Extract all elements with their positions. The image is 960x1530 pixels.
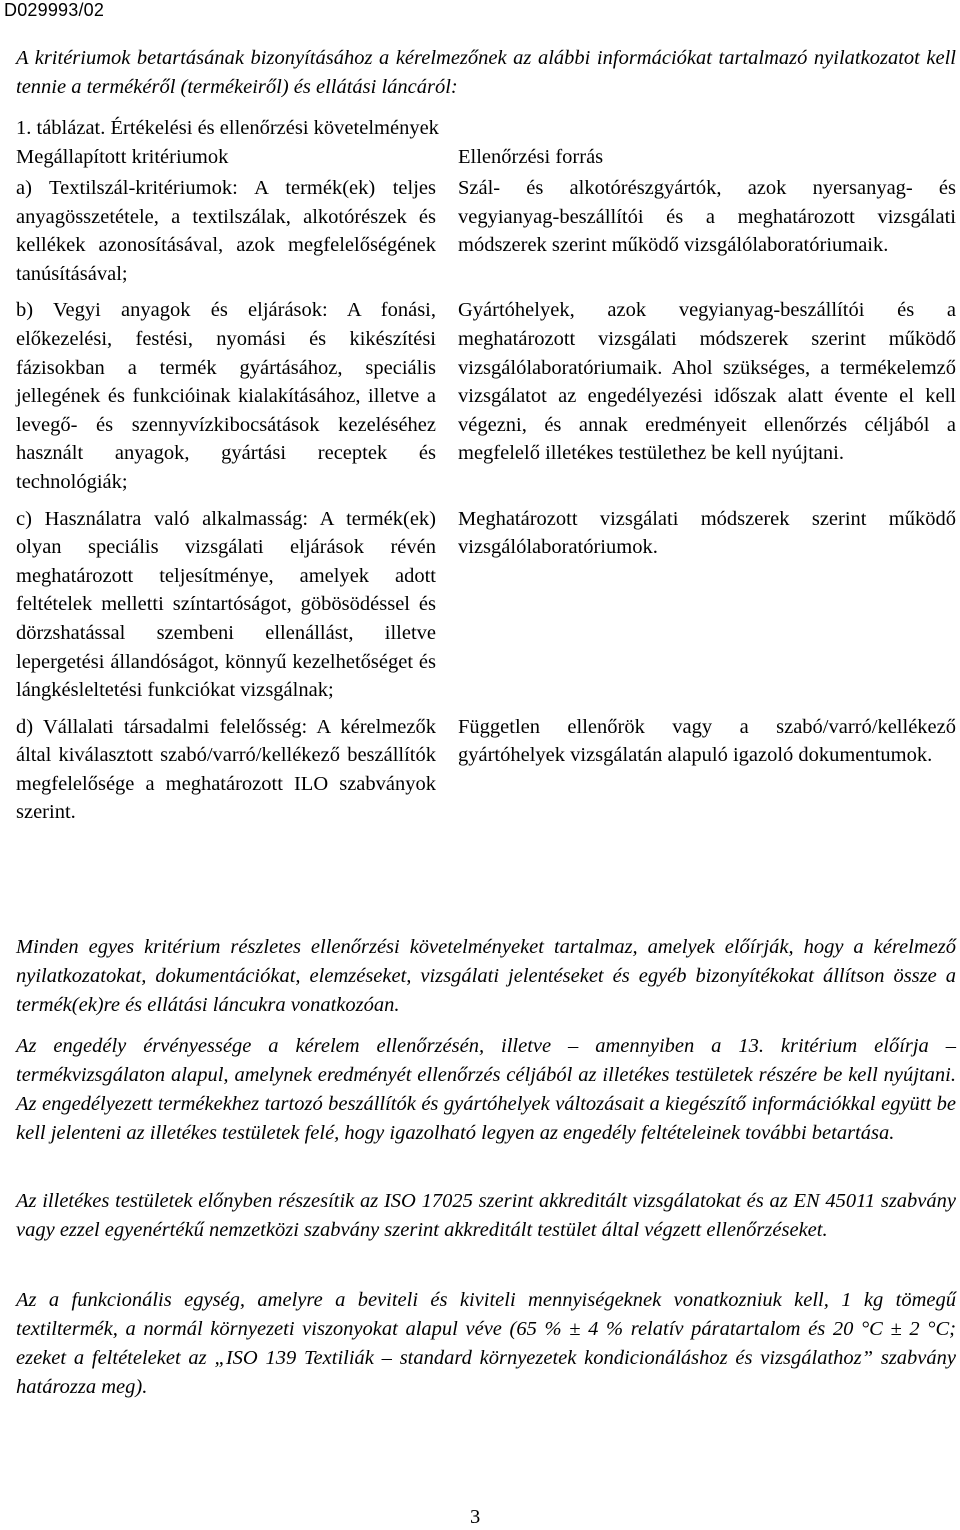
source-cell: Szál- és alkotórészgyártók, azok nyersanyag- és vegyianyag-beszállítói és a meghatározott vizsgálati módszerek szerint működő vizsgálólaboratóriumaik. bbox=[458, 177, 956, 257]
body-paragraph: Az illetékes testületek előnyben részesítik az ISO 17025 szerint akkreditált vizsgálatokat és az EN 45011 szabvány vagy ezzel egyenértékű nemzetközi szabvány szerint akkreditált testület által végzett ellenőrzéseket. bbox=[16, 1190, 956, 1241]
criterion-cell: d) Vállalati társadalmi felelősség: A kérelmezők által kiválasztott szabó/varró/kellékező beszállítók megfelelősége a meghatározott ILO szabványok szerint. bbox=[16, 715, 436, 824]
column-header-source: Ellenőrzési forrás bbox=[458, 146, 604, 168]
table-header-row bbox=[16, 144, 956, 174]
table-row bbox=[16, 296, 956, 504]
criterion-cell: c) Használatra való alkalmasság: A termék(ek) olyan speciális vizsgálati eljárások révén meghatározott teljesítménye, amelyek adott feltételek melletti színtartóságot, göbösödéssel és dörzshatással szembeni ellenállást, illetve lepergetési állandóságot, könnyű kezelhetőséget és lángkésleltetési funkciókat vizsgálnak; bbox=[16, 507, 436, 702]
table-row bbox=[16, 505, 956, 713]
criterion-cell: a) Textilszál-kritériumok: A termék(ek) teljes anyagösszetétele, a textilszálak, alkotórészek és kellékek azonosításával, azok megfelelőségének tanúsításával; bbox=[16, 177, 436, 285]
table-caption: 1. táblázat. Értékelési és ellenőrzési követelmények bbox=[16, 117, 439, 139]
body-paragraph: Az engedély érvényessége a kérelem ellenőrzésén, illetve – amennyiben a 13. kritérium előírja – termékvizsgálaton alapul, amelynek eredményét ellenőrzés céljából az illetékes testületek részére be kell nyújtani. Az engedélyezett termékekhez tartozó beszállítók és gyártóhelyek változásait a kiegészítő információkkal együtt be kell jelenteni az illetékes testületek felé, hogy igazolható legyen az engedély feltételeinek további betartása. bbox=[16, 1035, 956, 1144]
table-row bbox=[16, 174, 956, 296]
source-cell: Független ellenőrök vagy a szabó/varró/kellékező gyártóhelyek vizsgálatán alapuló igazoló dokumentumok. bbox=[458, 715, 956, 767]
intro-paragraph: A kritériumok betartásának bizonyításához a kérelmezőnek az alábbi információkat tartalmazó nyilatkozatot kell tennie a termékéről (termékeiről) és ellátási láncáról: bbox=[16, 47, 956, 98]
criterion-cell: b) Vegyi anyagok és eljárások: A fonási, előkezelési, festési, nyomási és kikészítési fázisokban a termék gyártásához, speciális jellegének és funkcióinak kialakításához, illetve a levegő- és szennyvízkibocsátások kezeléséhez használt anyagok, gyártási receptek és technológiák; bbox=[16, 299, 436, 493]
document-id: D029993/02 bbox=[4, 0, 105, 20]
body-paragraph: Az a funkcionális egység, amelyre a beviteli és kiviteli mennyiségeknek vonatkozniuk kell, 1 kg tömegű textiltermék, a normál környezeti viszonyokat alapul véve (65 % ± 4 % relatív páratartalom és 20 °C ± 2 °C; ezeket a feltételeket az „ISO 139 Textiliák – standard környezetek kondicionáláshoz és vizsgálathoz” szabvány határozza meg). bbox=[16, 1289, 956, 1398]
column-header-criteria: Megállapított kritériumok bbox=[16, 146, 229, 168]
page-number: 3 bbox=[470, 1506, 481, 1528]
body-paragraph: Minden egyes kritérium részletes ellenőrzési követelményeket tartalmaz, amelyek előírják, hogy a kérelmező nyilatkozatokat, dokumentációkat, elemzéseket, vizsgálati jelentéseket és egyéb bizonyítékokat állítson össze a termék(ek)re és ellátási láncukra vonatkozóan. bbox=[16, 936, 956, 1016]
table-row bbox=[16, 713, 956, 827]
source-cell: Gyártóhelyek, azok vegyianyag-beszállítói és a meghatározott vizsgálati módszerek szerint működő vizsgálólaboratóriumaik. Ahol szükséges, a termékelemző vizsgálatot az engedélyezési időszak alatt évente el kell végezni, és annak eredményeit ellenőrzés céljából a megfelelő illetékes testülethez be kell nyújtani. bbox=[458, 299, 956, 465]
criteria-table bbox=[16, 144, 956, 827]
source-cell: Meghatározott vizsgálati módszerek szerint működő vizsgálólaboratóriumok. bbox=[458, 507, 956, 559]
